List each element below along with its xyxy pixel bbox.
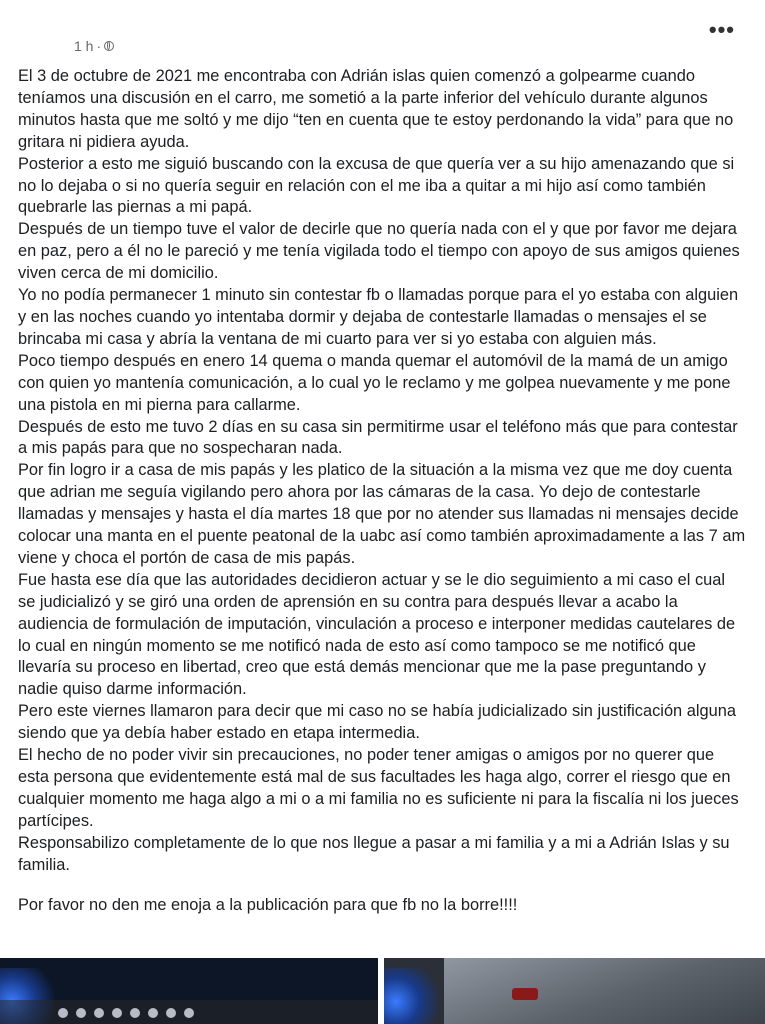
car-shape <box>512 988 538 1000</box>
paragraph-10: El hecho de no poder vivir sin precauciones, no poder tener amigas o amigos por no querer que esta persona que evidentemente está mal de sus facultades les haga algo, correr el riesgo que en cualquier momento me haga algo a mi o a mi familia no es suficiente ni para la fiscalía ni los jueces partícipes. <box>18 746 739 830</box>
paragraph-4: Yo no podía permanecer 1 minuto sin contestar fb o llamadas porque para el yo estaba con alguien y en las noches cuando yo intentaba dormir y dejaba de contestarle llamadas o mensajes el se brincaba mi casa y abría la ventana de mi cuarto para ver si yo estaba con alguien más. <box>18 286 739 348</box>
control-dot-icon[interactable] <box>76 1008 86 1018</box>
post-text <box>18 66 746 916</box>
paragraph-11: Responsabilizo completamente de lo que nos llegue a pasar a mi familia y a mi a Adrián Islas y su familia. <box>18 833 730 874</box>
closing-line: Por favor no den me enoja a la publicación para que fb no la borre!!!! <box>18 895 518 914</box>
control-dot-icon[interactable] <box>166 1008 176 1018</box>
post-header <box>0 0 765 60</box>
media-strip <box>0 958 765 1024</box>
video-thumbnail-right[interactable] <box>384 958 765 1024</box>
control-dot-icon[interactable] <box>94 1008 104 1018</box>
paragraph-2: Posterior a esto me siguió buscando con la excusa de que quería ver a su hijo amenazando que si no lo dejaba o si no quería seguir en relación con el me iba a quitar a mi hijo así como también quebrarle las piernas a mi papá. <box>18 154 735 217</box>
paragraph-spacer <box>18 877 746 895</box>
paragraph-7: Por fin logro ir a casa de mis papás y les platico de la situación a la misma vez que me doy cuenta que adrian me seguía vigilando pero ahora por las cámaras de la casa. Yo dejo de contestarle llamadas y mensajes y hasta el día martes 18 que por no atender sus llamadas ni mensajes decide colocar una manta en el puente peatonal de la uabc así como también aproximadamente a las 7 am viene y choca el portón de casa de mis papás. <box>18 461 746 567</box>
video-controls <box>58 1002 194 1024</box>
paragraph-3: Después de un tiempo tuve el valor de decirle que no quería nada con el y que por favor me dejara en paz, pero a él no le pareció y me tenía vigilada todo el tiempo con apoyo de sus amigos quienes viven cerca de mi domicilio. <box>18 220 740 283</box>
post-meta <box>74 38 114 54</box>
control-dot-icon[interactable] <box>184 1008 194 1018</box>
more-options-button[interactable]: ••• <box>708 17 735 42</box>
paragraph-6: Después de esto me tuvo 2 días en su casa sin permitirme usar el teléfono más que para contestar a mis papás para que no sospecharan nada. <box>18 417 738 458</box>
control-dot-icon[interactable] <box>130 1008 140 1018</box>
light-glow <box>384 968 444 1024</box>
control-dot-icon[interactable] <box>148 1008 158 1018</box>
street-scene <box>444 958 765 1024</box>
meta-separator: · <box>96 38 102 54</box>
paragraph-8: Fue hasta ese día que las autoridades decidieron actuar y se le dio seguimiento a mi caso el cual se judicializó y se giró una orden de aprensión en su contra para después llevar a acabo la audiencia de formulación de imputación, vinculación a proceso e interponer medidas cautelares de lo cual en ningún momento se me notificó nada de esto así como tampoco se me notificó que llevaría su proceso en libertad, creo que está demás mencionar que me la pase preguntando y nadie quiso darme información. <box>18 570 736 699</box>
video-thumbnail-left[interactable] <box>0 958 378 1024</box>
post-time[interactable]: 1 h <box>74 38 94 54</box>
paragraph-1: El 3 de octubre de 2021 me encontraba con Adrián islas quien comenzó a golpearme cuando teníamos una discusión en el carro, me sometió a la parte inferior del vehículo durante algunos minutos hasta que me soltó y me dijo “ten en cuenta que te estoy perdonando la vida” para que no gritara ni pidiera ayuda. <box>18 67 734 151</box>
paragraph-5: Poco tiempo después en enero 14 quema o manda quemar el automóvil de la mamá de un amigo con quien yo mantenía comunicación, a lo cual yo le reclamo y me golpea nuevamente y me pone una pistola en mi pierna para callarme. <box>18 351 731 414</box>
globe-icon <box>104 41 114 51</box>
control-dot-icon[interactable] <box>58 1008 68 1018</box>
control-dot-icon[interactable] <box>112 1008 122 1018</box>
paragraph-9: Pero este viernes llamaron para decir que mi caso no se había judicializado sin justificación alguna siendo que ya debía haber estado en etapa intermedia. <box>18 702 736 743</box>
